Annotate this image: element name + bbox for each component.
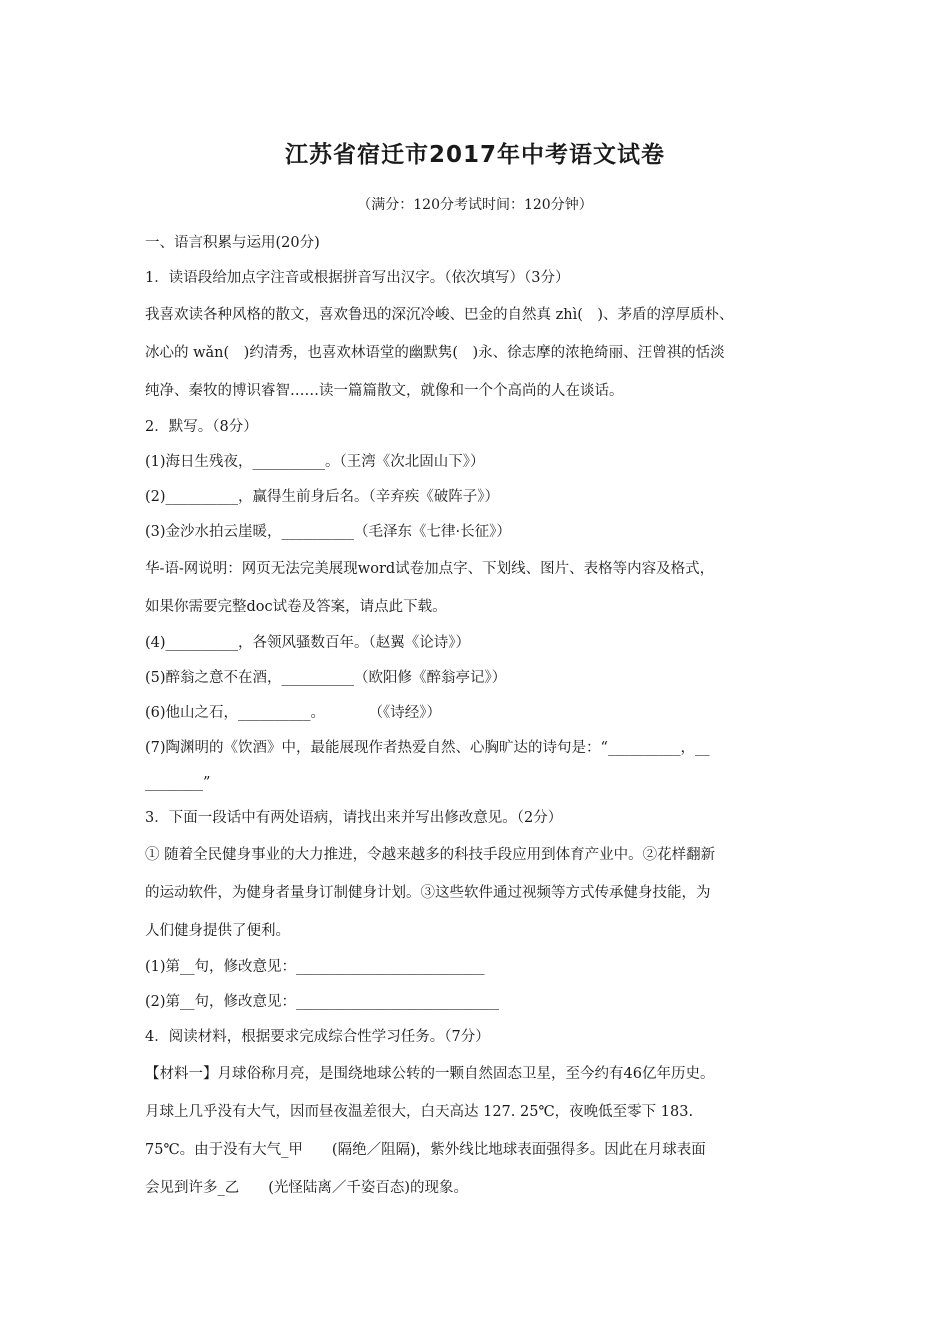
dictation-item: (5)醉翁之意不在酒，__________（欧阳修《醉翁亭记》）	[145, 670, 507, 686]
question-4-stem: 4．阅读材料，根据要求完成综合性学习任务。（7分）	[145, 1029, 490, 1045]
material-line: 月球上几乎没有大气，因而昼夜温差很大，白天高达 127. 25℃，夜晚低至零下 183.	[145, 1104, 694, 1120]
material-line: 【材料一】月球俗称月亮，是围绕地球公转的一颗自然固态卫星，至今约有46亿年历史。	[145, 1066, 715, 1082]
dictation-item-continued: ________”	[145, 775, 211, 791]
question-1-passage-line: 纯净、秦牧的博识睿智……读一篇篇散文，就像和一个个高尚的人在谈话。	[145, 383, 624, 399]
dictation-item: (6)他山之石，__________。 （《诗经》）	[145, 705, 442, 721]
question-3-passage-line: ① 随着全民健身事业的大力推进，令越来越多的科技手段应用到体育产业中。②花样翻新	[145, 847, 716, 863]
section-heading: 一、语言积累与运用(20分)	[145, 235, 320, 251]
question-3-stem: 3．下面一段话中有两处语病，请找出来并写出修改意见。（2分）	[145, 810, 563, 826]
page-title: 江苏省宿迁市2017年中考语文试卷	[284, 142, 665, 168]
material-line: 会见到许多_乙 (光怪陆离／千姿百态)的现象。	[145, 1180, 469, 1196]
answer-line: (2)第__句，修改意见：____________________________	[145, 994, 500, 1010]
exam-content	[145, 226, 815, 1207]
question-2-stem: 2．默写。（8分）	[145, 419, 258, 435]
question-1-passage-line: 我喜欢读各种风格的散文，喜欢鲁迅的深沉冷峻、巴金的自然真 zhì( )、茅盾的淳厚质朴、	[145, 307, 734, 323]
question-3-passage-line: 人们健身提供了便利。	[145, 923, 290, 939]
dictation-item: (2)__________，赢得生前身后名。（辛弃疾《破阵子》）	[145, 489, 500, 505]
material-line: 75℃。由于没有大气_甲 (隔绝／阻隔)，紫外线比地球表面强得多。因此在月球表面	[145, 1142, 706, 1158]
download-notice-link[interactable]: 如果你需要完整doc试卷及答案，请点此下载。	[145, 599, 447, 615]
dictation-item: (7)陶渊明的《饮酒》中，最能展现作者热爱自然、心胸旷达的诗句是：“__________，__	[145, 740, 710, 756]
exam-info: （满分：120分考试时间：120分钟）	[357, 197, 593, 213]
dictation-item: (1)海日生残夜，__________。（王湾《次北固山下》）	[145, 454, 485, 470]
answer-line: (1)第__句，修改意见：__________________________	[145, 959, 485, 975]
question-3-passage-line: 的运动软件，为健身者量身订制健身计划。③这些软件通过视频等方式传承健身技能，为	[145, 885, 711, 901]
dictation-item: (4)__________，各领风骚数百年。（赵翼《论诗》）	[145, 635, 471, 651]
download-notice: 华-语-网说明：网页无法完美展现word试卷加点字、下划线、图片、表格等内容及格式，	[145, 561, 715, 577]
dictation-item: (3)金沙水拍云崖暖，__________（毛泽东《七律·长征》）	[145, 524, 511, 540]
question-1-passage-line: 冰心的 wǎn( )约清秀，也喜欢林语堂的幽默隽( )永、徐志摩的浓艳绮丽、汪曾祺的恬淡	[145, 345, 725, 361]
question-1-stem: 1．读语段给加点字注音或根据拼音写出汉字。（依次填写）（3分）	[145, 270, 570, 286]
